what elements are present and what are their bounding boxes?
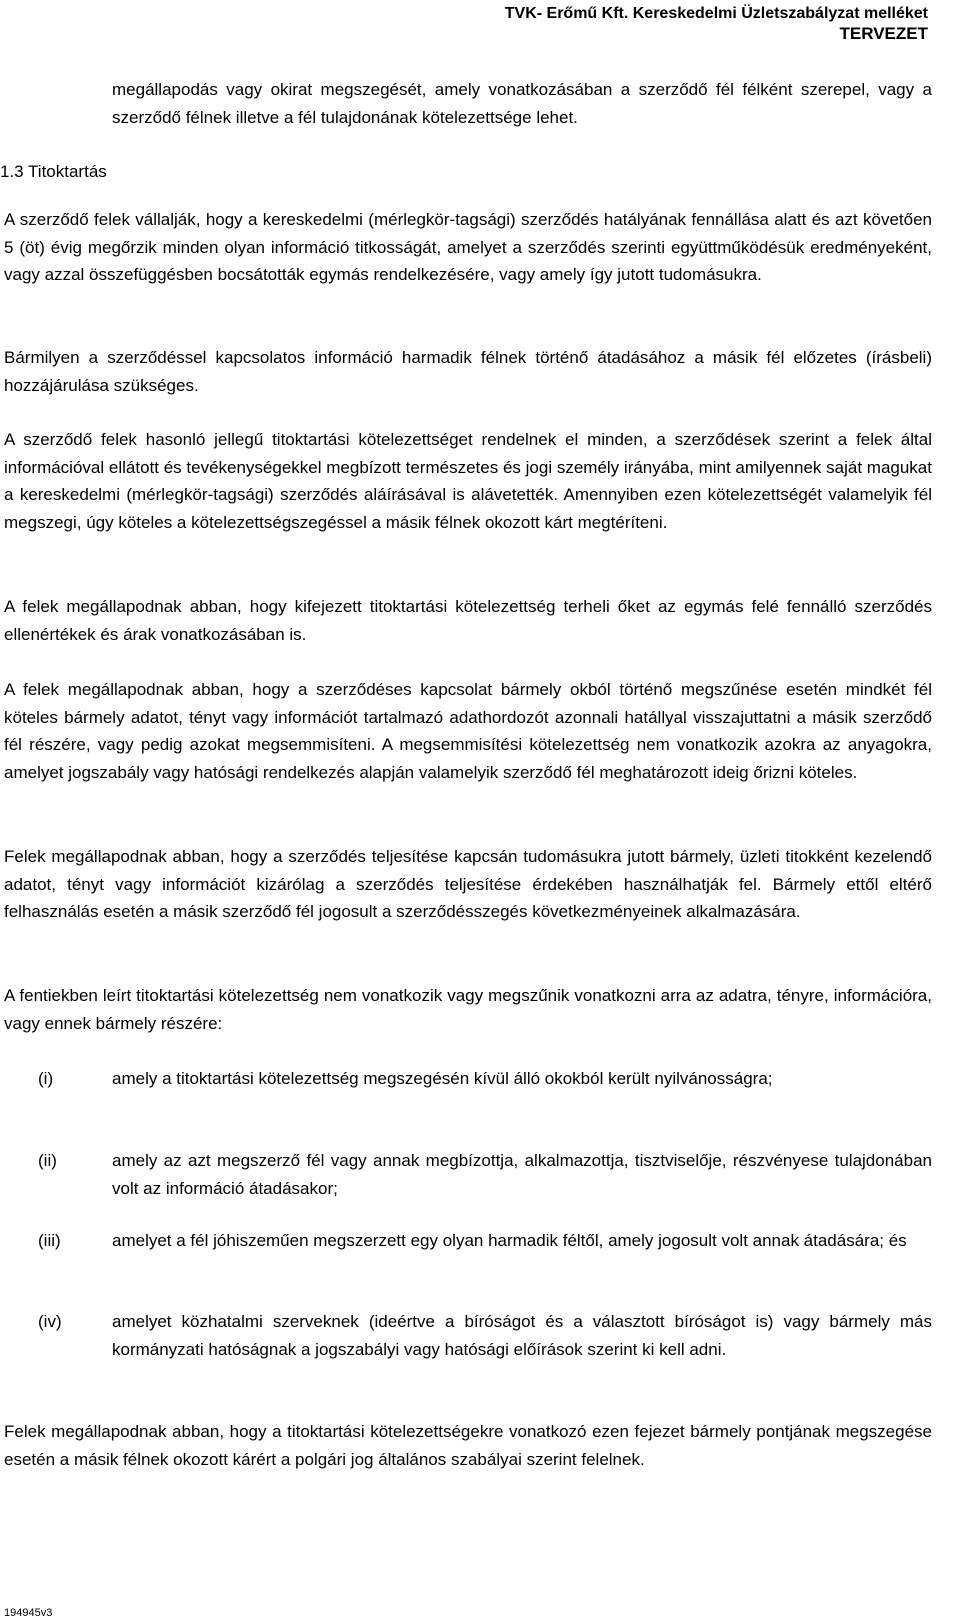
- section-title: 1.3 Titoktartás: [0, 162, 107, 181]
- paragraph-7: A fentiekben leírt titoktartási kötelezettség nem vonatkozik vagy megszűnik vonatkozni arra az adatra, tényre, információra, vagy ennek bármely részére:: [4, 986, 932, 1033]
- page-header: [505, 4, 928, 44]
- closing-paragraph: Felek megállapodnak abban, hogy a titoktartási kötelezettségekre vonatkozó ezen fejezet bármely pontjának megszegése esetén a másik félnek okozott kárért a polgári jog általános szabályai szerint felelnek.: [4, 1422, 932, 1469]
- list-item-text: amelyet közhatalmi szerveknek (ideértve a bíróságot és a választott bíróságot is) vagy bármely más kormányzati hatóságnak a jogszabályi vagy hatósági előírások szerint ki kell adni.: [112, 1312, 932, 1359]
- header-draft-label: TERVEZET: [839, 24, 928, 43]
- header-document-title: TVK- Erőmű Kft. Kereskedelmi Üzletszabályzat melléket: [504, 5, 928, 22]
- list-marker: (i): [38, 1069, 54, 1088]
- list-marker: (iv): [38, 1312, 62, 1331]
- paragraph-5: A felek megállapodnak abban, hogy a szerződéses kapcsolat bármely okból történő megszűnése esetén mindkét fél köteles bármely adatot, tényt vagy információt tartalmazó adathordozót azonnali hatállyal visszajuttatni a másik szerződő fél részére, vagy pedig azokat megsemmisíteni. A megsemmisítési kötelezettség nem vonatkozik azokra az anyagokra, amelyet jogszabály vagy hatósági rendelkezés alapján valamelyik szerződő fél meghatározott ideig őrizni köteles.: [4, 680, 932, 782]
- paragraph-3: A szerződő felek hasonló jellegű titoktartási kötelezettséget rendelnek el minden, a szerződések szerint a felek által információval ellátott és tevékenységekkel megbízott természetes és jogi személy irányába, mint amilyennek saját magukat a kereskedelmi (mérlegkör-tagsági) szerződés aláírásával is alávetették. Amennyiben ezen kötelezettségét valamelyik fél megszegi, úgy köteles a kötelezettségszegéssel a másik félnek okozott kárt megtéríteni.: [4, 430, 932, 532]
- list-item-text: amely a titoktartási kötelezettség megszegésén kívül álló okokból került nyilvánosságra;: [112, 1069, 773, 1088]
- list-marker: (ii): [38, 1151, 57, 1170]
- paragraph-2: Bármilyen a szerződéssel kapcsolatos információ harmadik félnek történő átadásához a másik fél előzetes (írásbeli) hozzájárulása szükséges.: [4, 348, 932, 395]
- list-item: [4, 1227, 932, 1255]
- list-item-text: amelyet a fél jóhiszeműen megszerzett egy olyan harmadik féltől, amely jogosult volt annak átadására; és: [112, 1231, 907, 1250]
- list-marker: (iii): [38, 1231, 61, 1250]
- paragraph-1: A szerződő felek vállalják, hogy a kereskedelmi (mérlegkör-tagsági) szerződés hatályának fennállása alatt és azt követően 5 (öt) évig megőrzik minden olyan információ titkosságát, amelyet a szerződés szerinti együttműködésük eredményeként, vagy azzal összefüggésben bocsátották egymás rendelkezésére, vagy amely így jutott tudomásukra.: [4, 210, 932, 284]
- footer-document-id: 194945v3: [4, 1607, 53, 1619]
- list-item: [4, 1147, 932, 1202]
- list-item-text: amely az azt megszerző fél vagy annak megbízottja, alkalmazottja, tisztviselője, részvényese tulajdonában volt az információ átadásakor;: [112, 1151, 932, 1198]
- list-item: [4, 1308, 932, 1363]
- paragraph-6: Felek megállapodnak abban, hogy a szerződés teljesítése kapcsán tudomásukra jutott bármely, üzleti titokként kezelendő adatot, tényt vagy információt kizárólag a szerződés teljesítése érdekében használhatják fel. Bármely ettől eltérő felhasználás esetén a másik szerződő fél jogosult a szerződésszegés következményeinek alkalmazására.: [4, 847, 932, 921]
- continuation-paragraph: megállapodás vagy okirat megszegését, amely vonatkozásában a szerződő fél félként szerepel, vagy a szerződő félnek illetve a fél tulajdonának kötelezettsége lehet.: [112, 80, 932, 127]
- list-item: [4, 1065, 932, 1093]
- paragraph-4: A felek megállapodnak abban, hogy kifejezett titoktartási kötelezettség terheli őket az egymás felé fennálló szerződés ellenértékek és árak vonatkozásában is.: [4, 597, 932, 644]
